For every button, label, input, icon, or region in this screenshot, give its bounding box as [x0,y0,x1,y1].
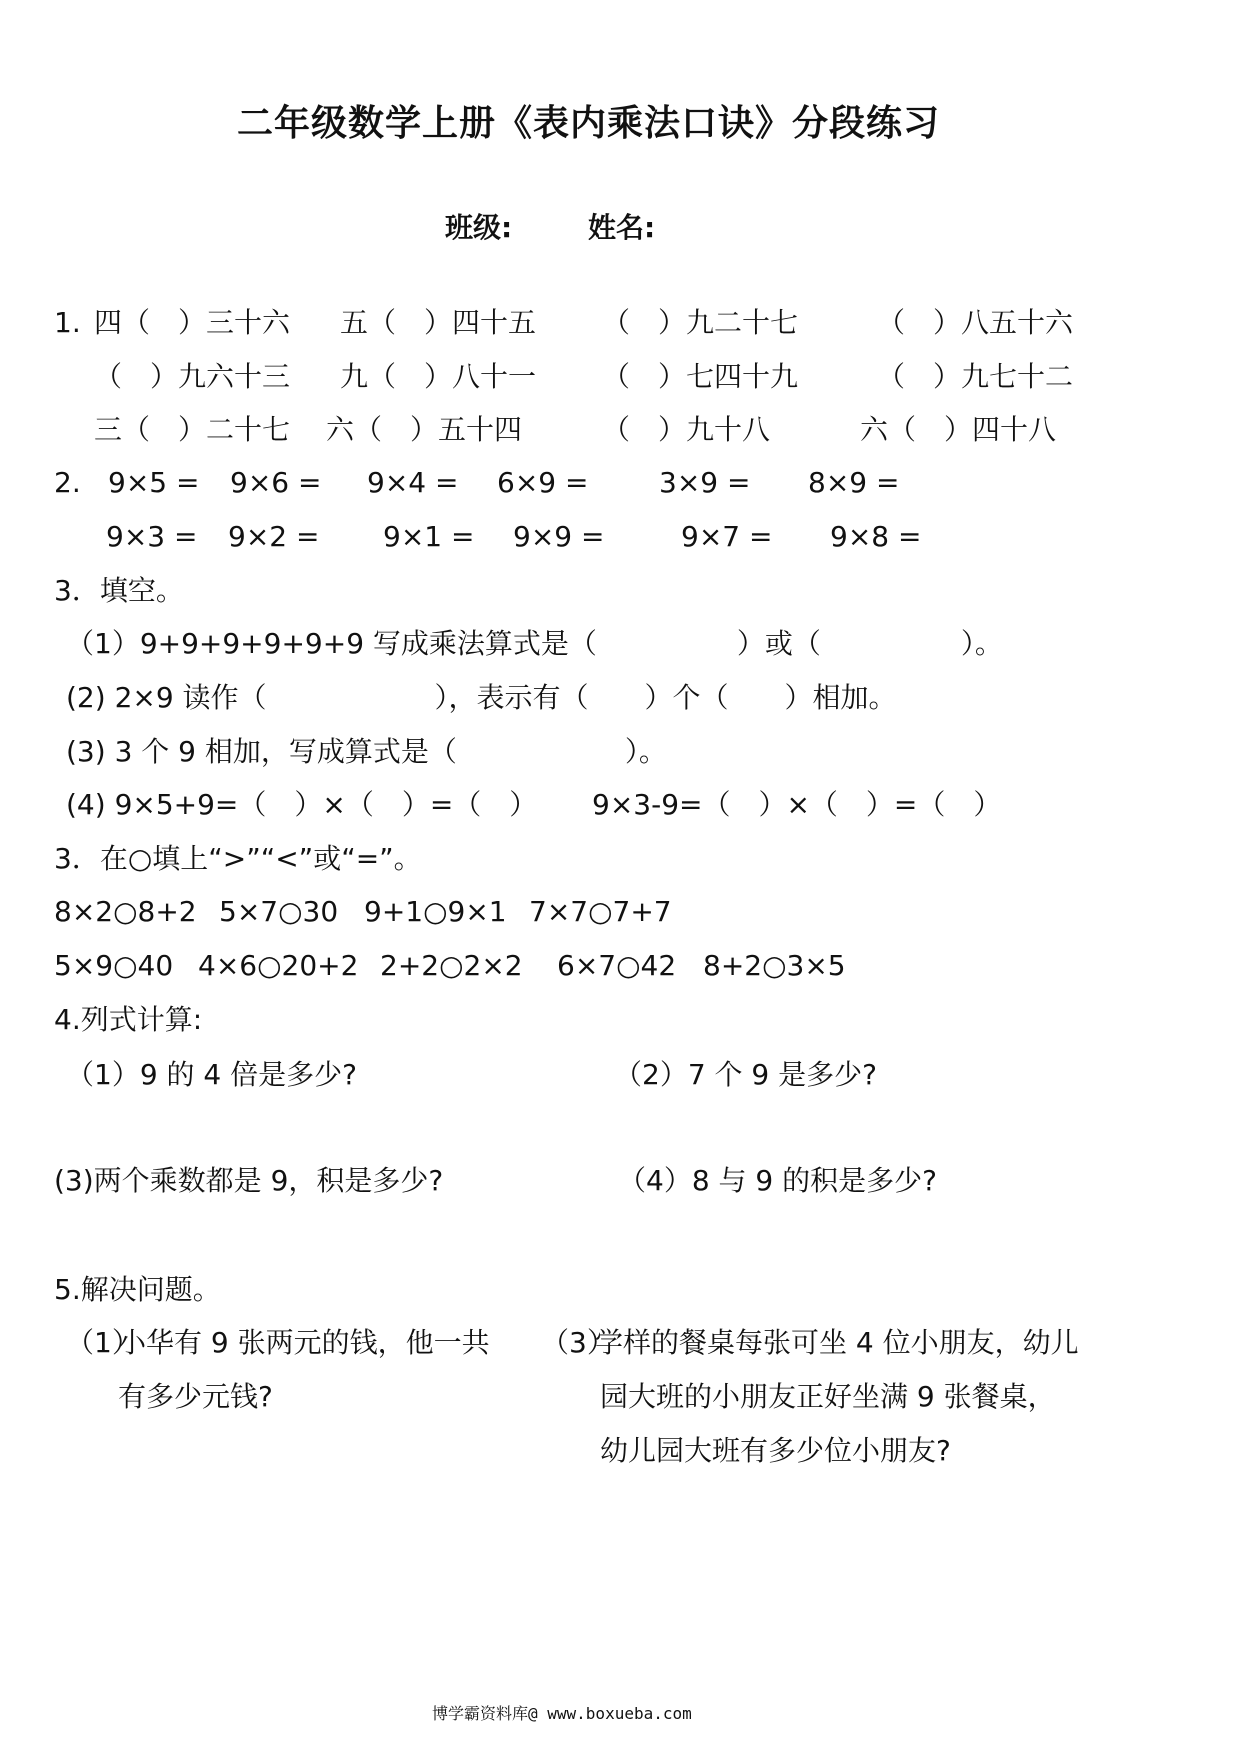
q2-item: 9×7 = [681,520,773,553]
q3b-heading: 3．在○填上“>”“<”或“=”。 [54,842,422,875]
q1-item: （ ）九七十二 [877,360,1074,393]
q5-right-line: 学样的餐桌每张可坐 4 位小朋友，幼儿 [595,1326,1079,1359]
q1-item: 六（ ）四十八 [860,413,1057,446]
q3-item: (2) 2×9 读作（ ），表示有（ ）个（ ）相加。 [66,681,897,714]
q3-item: （1）9+9+9+9+9+9 写成乘法算式是（ ）或（ ）。 [66,627,1003,660]
compare-item: 4×6○20+2 [198,949,359,982]
q2-item: 9×8 = [830,520,922,553]
q1-item: 九（ ）八十一 [340,360,537,393]
q2-item: 9×3 = [106,520,198,553]
page-title: 二年级数学上册《表内乘法口诀》分段练习 [237,103,941,144]
q1-item: （ ）七四十九 [602,360,799,393]
compare-item: 5×7○30 [219,895,339,928]
footer-watermark: 博学霸资料库@ www.boxueba.com [432,1704,692,1723]
q4-item: (3)两个乘数都是 9，积是多少? [54,1164,444,1197]
compare-item: 8×2○8+2 [54,895,197,928]
q2-item: 9×9 = [513,520,605,553]
q1-item: （ ）八五十六 [877,306,1074,339]
compare-item: 5×9○40 [54,949,174,982]
class-label: 班级: [445,211,513,244]
q3-item: (3) 3 个 9 相加，写成算式是（ ）。 [66,735,667,768]
q2-label: 2. [54,466,81,499]
q5-right-number: （3） [541,1326,615,1359]
q2-item: 3×9 = [659,466,751,499]
q2-item: 9×4 = [367,466,459,499]
compare-item: 7×7○7+7 [529,895,672,928]
q4-item: （2）7 个 9 是多少? [614,1058,878,1091]
q1-item: （ ）九六十三 [94,360,291,393]
q2-item: 6×9 = [497,466,589,499]
compare-item: 6×7○42 [557,949,677,982]
q4-item: （4）8 与 9 的积是多少? [618,1164,938,1197]
q1-item: （ ）九二十七 [602,306,799,339]
q1-item: 四（ ）三十六 [94,306,291,339]
q3-heading: 3．填空。 [54,574,184,607]
q5-right-line: 幼儿园大班有多少位小朋友? [600,1434,951,1467]
q1-item: （ ）九十八 [602,413,771,446]
q2-item: 9×5 = [108,466,200,499]
q1-item: 六（ ）五十四 [326,413,523,446]
q5-left-line: 小华有 9 张两元的钱，他一共 [118,1326,490,1359]
q1-item: 五（ ）四十五 [340,306,537,339]
q5-heading: 5.解决问题。 [54,1273,221,1306]
q2-item: 9×2 = [228,520,320,553]
q5-right-line: 园大班的小朋友正好坐满 9 张餐桌， [600,1380,1056,1413]
q2-item: 9×1 = [383,520,475,553]
q5-left-number: （1） [66,1326,140,1359]
q2-item: 8×9 = [808,466,900,499]
q1-label: 1. [54,306,81,339]
compare-item: 9+1○9×1 [364,895,507,928]
compare-item: 2+2○2×2 [380,949,523,982]
q2-item: 9×6 = [230,466,322,499]
q3-item: (4) 9×5+9=（ ）×（ ）=（ ） [66,788,538,821]
q4-item: （1）9 的 4 倍是多少? [66,1058,358,1091]
compare-item: 8+2○3×5 [703,949,846,982]
q4-heading: 4.列式计算: [54,1003,203,1036]
q3-item: 9×3-9=（ ）×（ ）=（ ） [592,788,1002,821]
q1-item: 三（ ）二十七 [94,413,291,446]
q5-left-line: 有多少元钱? [118,1380,273,1413]
name-label: 姓名: [588,211,656,244]
